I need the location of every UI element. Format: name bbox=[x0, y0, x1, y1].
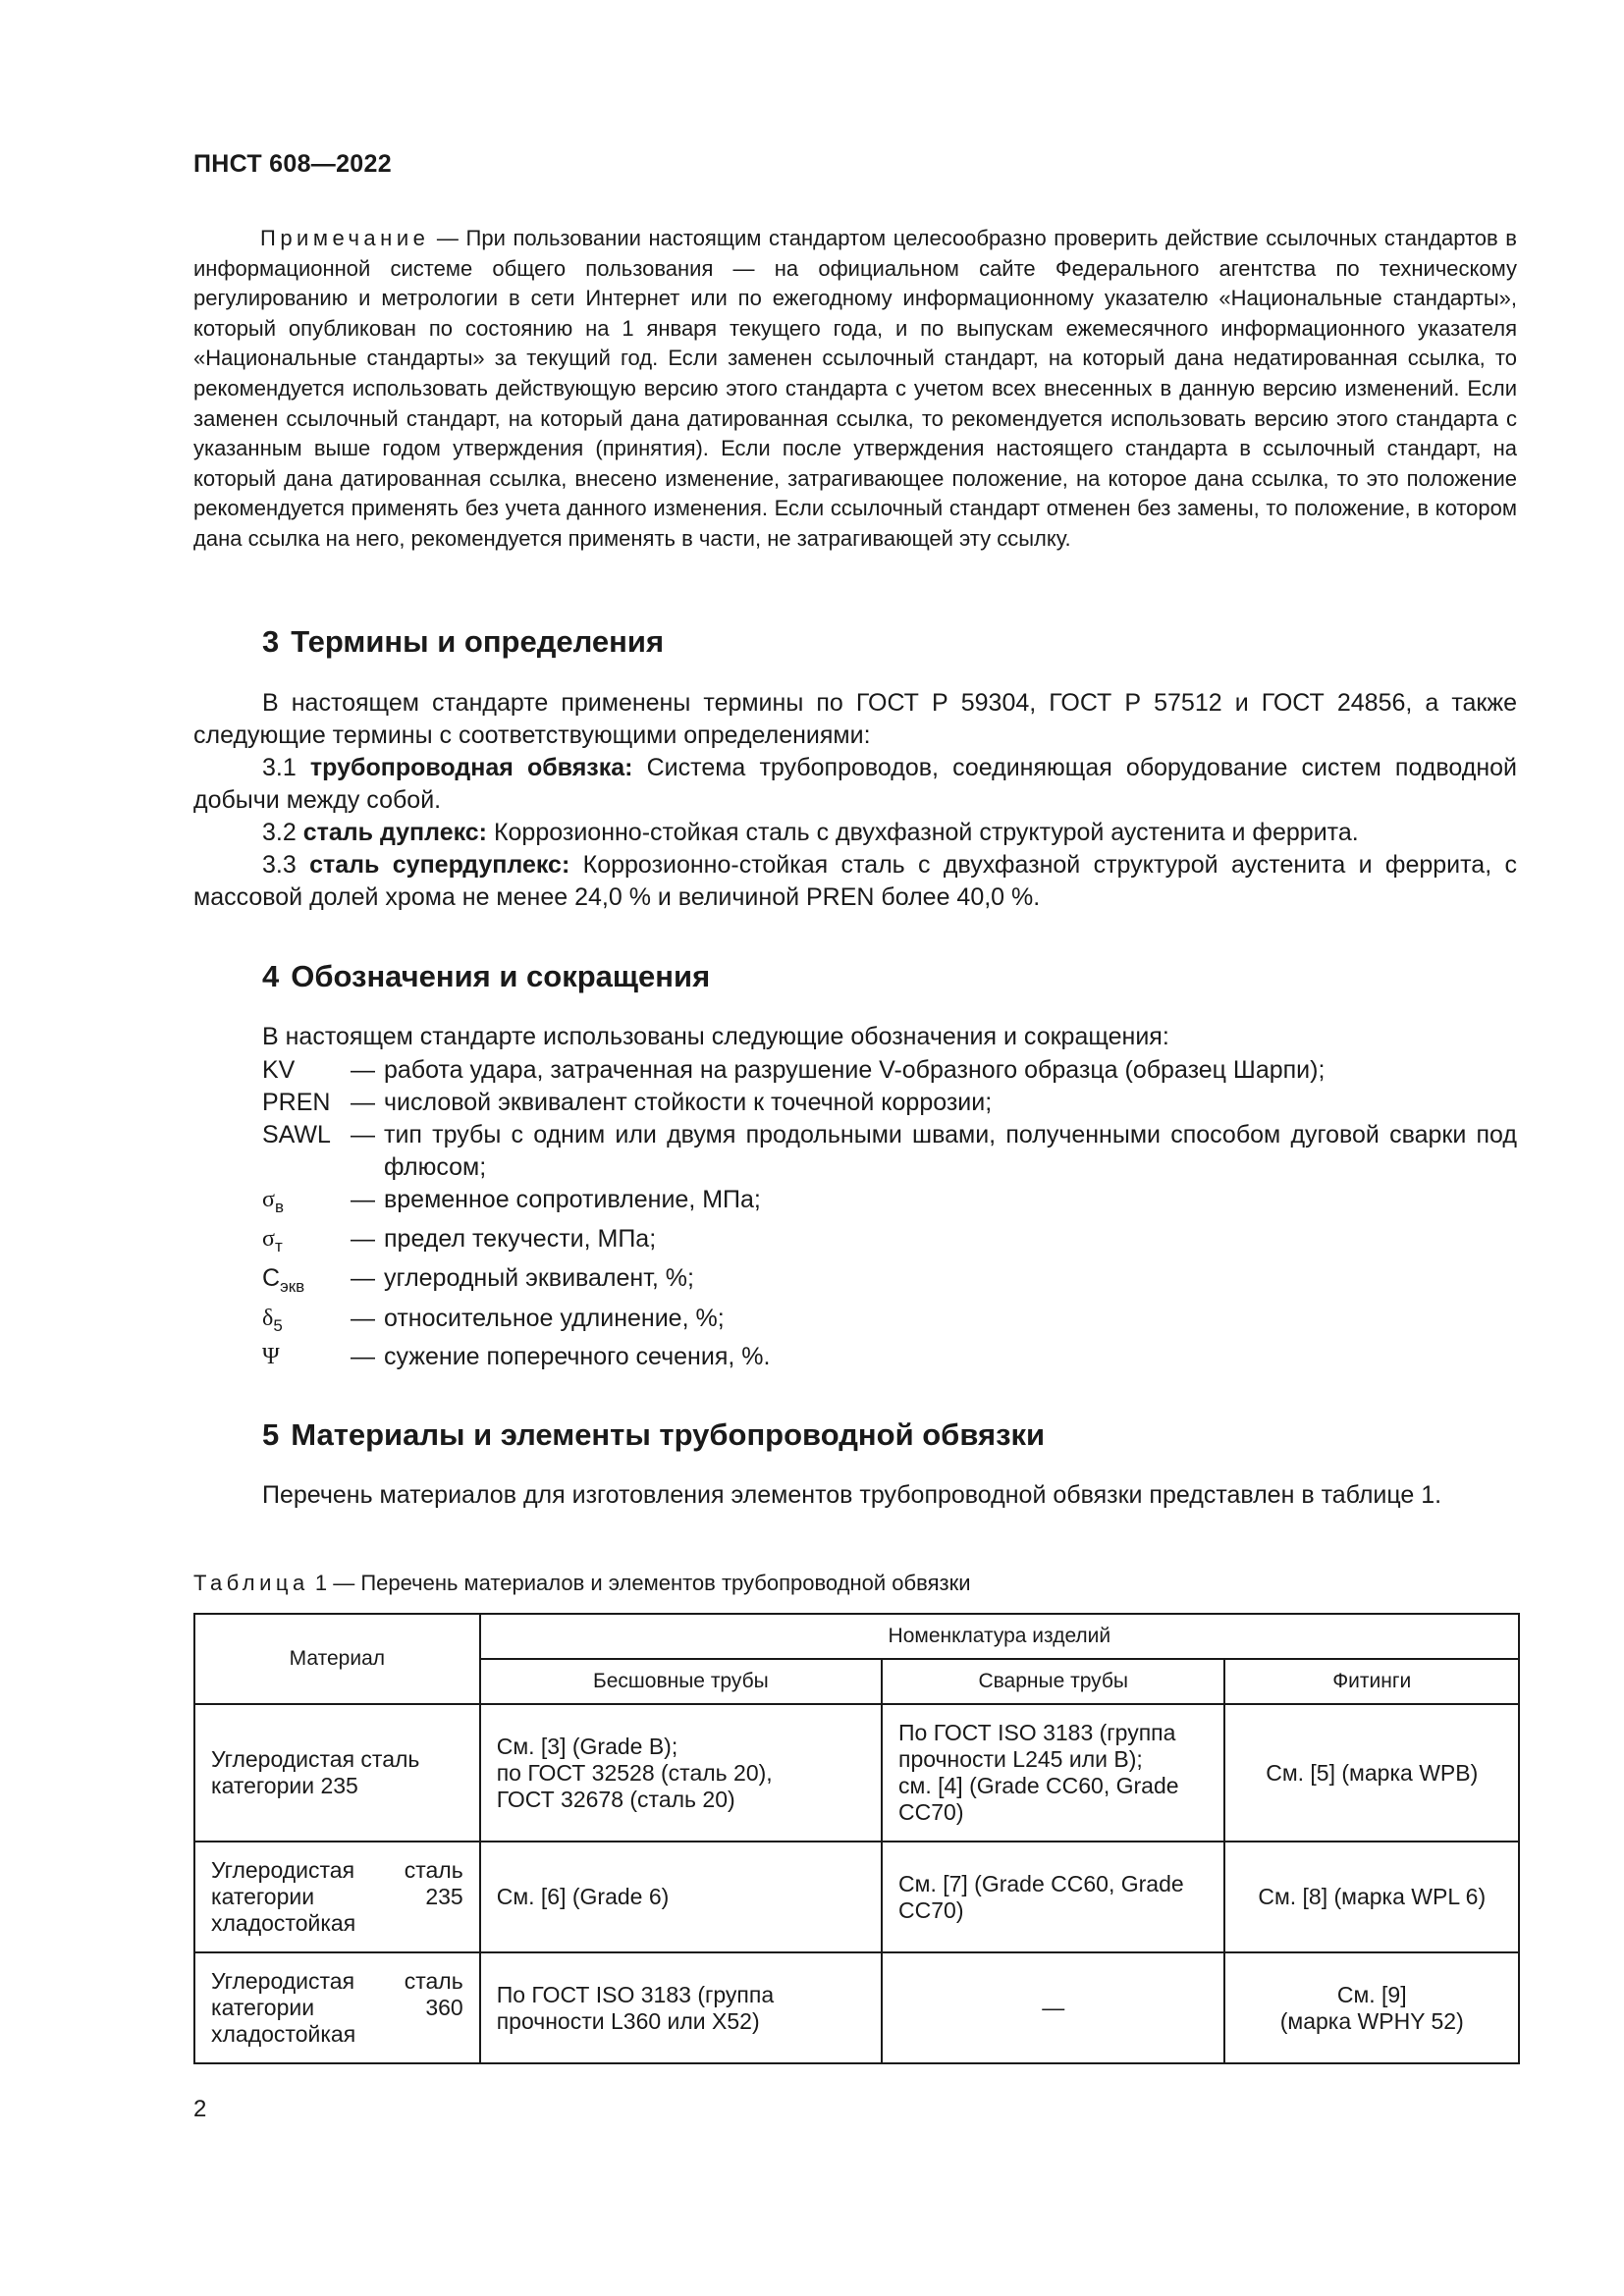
page-number: 2 bbox=[193, 2096, 207, 2122]
header-material: Материал bbox=[194, 1614, 480, 1704]
cell-seamless: См. [3] (Grade B); по ГОСТ 32528 (сталь 20), ГОСТ 32678 (сталь 20) bbox=[480, 1704, 882, 1842]
cell-fittings: См. [8] (марка WPL 6) bbox=[1224, 1842, 1519, 1952]
cell-welded: См. [7] (Grade CC60, Grade CC70) bbox=[882, 1842, 1224, 1952]
note-block bbox=[193, 224, 1517, 555]
section-number: 5 bbox=[262, 1417, 280, 1452]
section-title: Материалы и элементы трубопроводной обвязки bbox=[291, 1417, 1046, 1452]
table-row bbox=[194, 1704, 1519, 1842]
term-3-1: 3.1 трубопроводная обвязка: Система трубопроводов, соединяющая оборудование систем подводной добычи между собой. bbox=[193, 754, 1518, 814]
section-5-intro: Перечень материалов для изготовления элементов трубопроводной обвязки представлен в таблице 1. bbox=[262, 1481, 1442, 1509]
section-3-body bbox=[193, 687, 1517, 914]
note-text: — При пользовании настоящим стандартом целесообразно проверить действие ссылочных стандартов в информационной системе общего пользования — на официальном сайте Федерального агентства по техническому регулированию и метрологии в сети Интернет или по ежегодному информационному указателю «Национальные стандарты», который опубликован по состоянию на 1 января текущего года, и по выпускам ежемесячного информационного указателя «Национальные стандарты» за текущий год. Если заменен ссылочный стандарт, на который дана недатированная ссылка, то рекомендуется использовать действующую версию этого стандарта с учетом всех внесенных в данную версию изменений. Если заменен ссылочный стандарт, на который дана датированная ссылка, то рекомендуется использовать версию этого стандарта с указанным выше годом утверждения (принятия). Если после утверждения настоящего стандарта в ссылочный стандарт, на который дана датированная ссылка, внесено изменение, затрагивающее положение, на которое дана ссылка, то это положение рекомендуется применять без учета данного изменения. Если ссылочный стандарт отменен без замены, то положение, в котором дана ссылка на него, рекомендуется применять в части, не затрагивающей эту ссылку. bbox=[193, 226, 1517, 551]
section-3-intro: В настоящем стандарте применены термины по ГОСТ Р 59304, ГОСТ Р 57512 и ГОСТ 24856, а также следующие термины с соответствующими определениями: bbox=[193, 689, 1517, 749]
section-4-heading bbox=[262, 959, 710, 994]
abbreviation-item: Ψ — сужение поперечного сечения, %. bbox=[262, 1343, 771, 1371]
abbreviation-item: KV — работа удара, затраченная на разрушение V-образного образца (образец Шарпи); bbox=[262, 1056, 1326, 1084]
cell-seamless: По ГОСТ ISO 3183 (группа прочности L360 или X52) bbox=[480, 1952, 882, 2063]
cell-seamless: См. [6] (Grade 6) bbox=[480, 1842, 882, 1952]
header-fittings: Фитинги bbox=[1224, 1659, 1519, 1704]
table-row bbox=[194, 1952, 1519, 2063]
cell-fittings: См. [9] (марка WPHY 52) bbox=[1224, 1952, 1519, 2063]
note-label: Примечание bbox=[260, 226, 430, 250]
term-3-2: 3.2 сталь дуплекс: Коррозионно-стойкая сталь с двухфазной структурой аустенита и феррита. bbox=[262, 819, 1359, 846]
section-5-body bbox=[193, 1479, 1517, 1512]
section-number: 4 bbox=[262, 959, 280, 993]
cell-welded: По ГОСТ ISO 3183 (группа прочности L245 или B); см. [4] (Grade CC60, Grade CC70) bbox=[882, 1704, 1224, 1842]
abbreviation-item: PREN — числовой эквивалент стойкости к точечной коррозии; bbox=[262, 1089, 993, 1116]
section-4-intro-block bbox=[193, 1021, 1517, 1053]
abbreviation-item: $C_{экв}$ — углеродный эквивалент, %; bbox=[262, 1263, 694, 1296]
header-group: Номенклатура изделий bbox=[480, 1614, 1519, 1659]
table-header-row bbox=[194, 1614, 1519, 1659]
materials-table bbox=[193, 1613, 1520, 2064]
section-number: 3 bbox=[262, 624, 280, 659]
section-5-heading bbox=[262, 1417, 1045, 1453]
abbreviations-list bbox=[262, 1054, 1517, 1373]
table-row bbox=[194, 1842, 1519, 1952]
cell-welded: — bbox=[882, 1952, 1224, 2063]
section-title: Термины и определения bbox=[291, 624, 665, 659]
abbreviation-item: $\sigma_т$ — предел текучести, МПа; bbox=[262, 1224, 657, 1255]
section-title: Обозначения и сокращения bbox=[291, 959, 711, 993]
section-3-heading bbox=[262, 624, 664, 660]
cell-material: Углеродистая сталь категории 235 bbox=[194, 1704, 480, 1842]
cell-material: Углеродистая сталь категории 360 хладостойкая bbox=[194, 1952, 480, 2063]
term-3-3: 3.3 сталь супердуплекс: Коррозионно-стойкая сталь с двухфазной структурой аустенита и феррита, с массовой долей хрома не менее 24,0 % и величиной PREN более 40,0 %. bbox=[193, 851, 1517, 911]
header-welded: Сварные трубы bbox=[882, 1659, 1224, 1704]
table-caption: Таблица 1 — Перечень материалов и элементов трубопроводной обвязки bbox=[193, 1571, 971, 1595]
abbreviation-item: $\sigma_в$ — временное сопротивление, МПа; bbox=[262, 1186, 761, 1216]
abbreviation-item: SAWL — тип трубы с одним или двумя продольными швами, полученными способом дуговой сварки под флюсом; bbox=[262, 1121, 1517, 1181]
document-code: ПНСТ 608—2022 bbox=[193, 150, 392, 178]
cell-fittings: См. [5] (марка WPB) bbox=[1224, 1704, 1519, 1842]
header-seamless: Бесшовные трубы bbox=[480, 1659, 882, 1704]
section-4-intro: В настоящем стандарте использованы следующие обозначения и сокращения: bbox=[262, 1023, 1169, 1050]
abbreviation-item: $\delta_5$ — относительное удлинение, %; bbox=[262, 1304, 725, 1335]
cell-material: Углеродистая сталь категории 235 хладостойкая bbox=[194, 1842, 480, 1952]
